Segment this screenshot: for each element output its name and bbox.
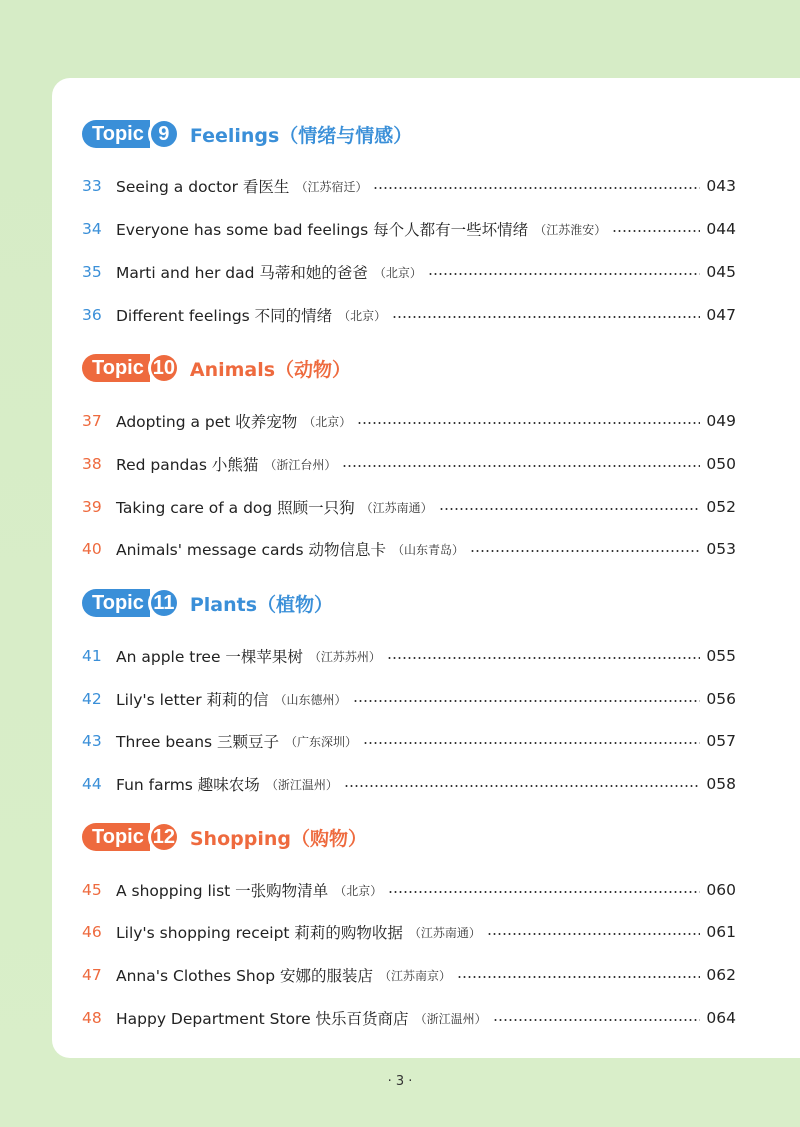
topic-number: 9 — [148, 118, 180, 150]
toc-entry[interactable]: 42 Lily's letter 莉莉的信 （山东德州） 056 — [82, 690, 736, 709]
toc-entry[interactable]: 35 Marti and her dad 马蒂和她的爸爸 （北京） 045 — [82, 263, 736, 282]
topic-header-10 — [82, 353, 351, 383]
toc-entry[interactable]: 43 Three beans 三颗豆子 （广东深圳） 057 — [82, 732, 736, 751]
topic-title: Plants（植物） — [189, 593, 334, 616]
topic-header-12 — [82, 822, 367, 852]
topic-number: 10 — [148, 352, 180, 384]
topic-header-11 — [82, 588, 333, 618]
toc-entry[interactable]: 37 Adopting a pet 收养宠物 （北京） 049 — [82, 412, 736, 431]
toc-entry[interactable]: 36 Different feelings 不同的情绪 （北京） 047 — [82, 306, 736, 325]
topic-header-9 — [82, 119, 412, 149]
topic-title: Feelings（情绪与情感） — [189, 124, 413, 147]
topic-title: Animals（动物） — [189, 358, 352, 381]
toc-entry[interactable]: 39 Taking care of a dog 照顾一只狗 （江苏南通） 052 — [82, 498, 736, 517]
page-number: · 3 · — [387, 1074, 413, 1089]
topic-badge: Topic — [82, 354, 150, 382]
topic-number: 12 — [148, 821, 180, 853]
topic-title: Shopping（购物） — [189, 827, 367, 850]
topic-number: 11 — [148, 587, 180, 619]
toc-entry[interactable]: 46 Lily's shopping receipt 莉莉的购物收据 （江苏南通） 061 — [82, 923, 736, 942]
toc-entry[interactable]: 40 Animals' message cards 动物信息卡 （山东青岛） 053 — [82, 540, 736, 559]
toc-entry[interactable]: 45 A shopping list 一张购物清单 （北京） 060 — [82, 881, 736, 900]
toc-entry[interactable]: 41 An apple tree 一棵苹果树 （江苏苏州） 055 — [82, 647, 736, 666]
toc-entry[interactable]: 33 Seeing a doctor 看医生 （江苏宿迁） 043 — [82, 177, 736, 196]
topic-badge: Topic — [82, 589, 150, 617]
topic-badge: Topic — [82, 823, 150, 851]
toc-entry[interactable]: 34 Everyone has some bad feelings 每个人都有一些坏情绪 （江苏淮安） 044 — [82, 220, 736, 239]
topic-badge: Topic — [82, 120, 150, 148]
toc-entry[interactable]: 48 Happy Department Store 快乐百货商店 （浙江温州） 064 — [82, 1009, 736, 1028]
toc-entry[interactable]: 38 Red pandas 小熊猫 （浙江台州） 050 — [82, 455, 736, 474]
toc-entry[interactable]: 44 Fun farms 趣味农场 （浙江温州） 058 — [82, 775, 736, 794]
toc-entry[interactable]: 47 Anna's Clothes Shop 安娜的服装店 （江苏南京） 062 — [82, 966, 736, 985]
